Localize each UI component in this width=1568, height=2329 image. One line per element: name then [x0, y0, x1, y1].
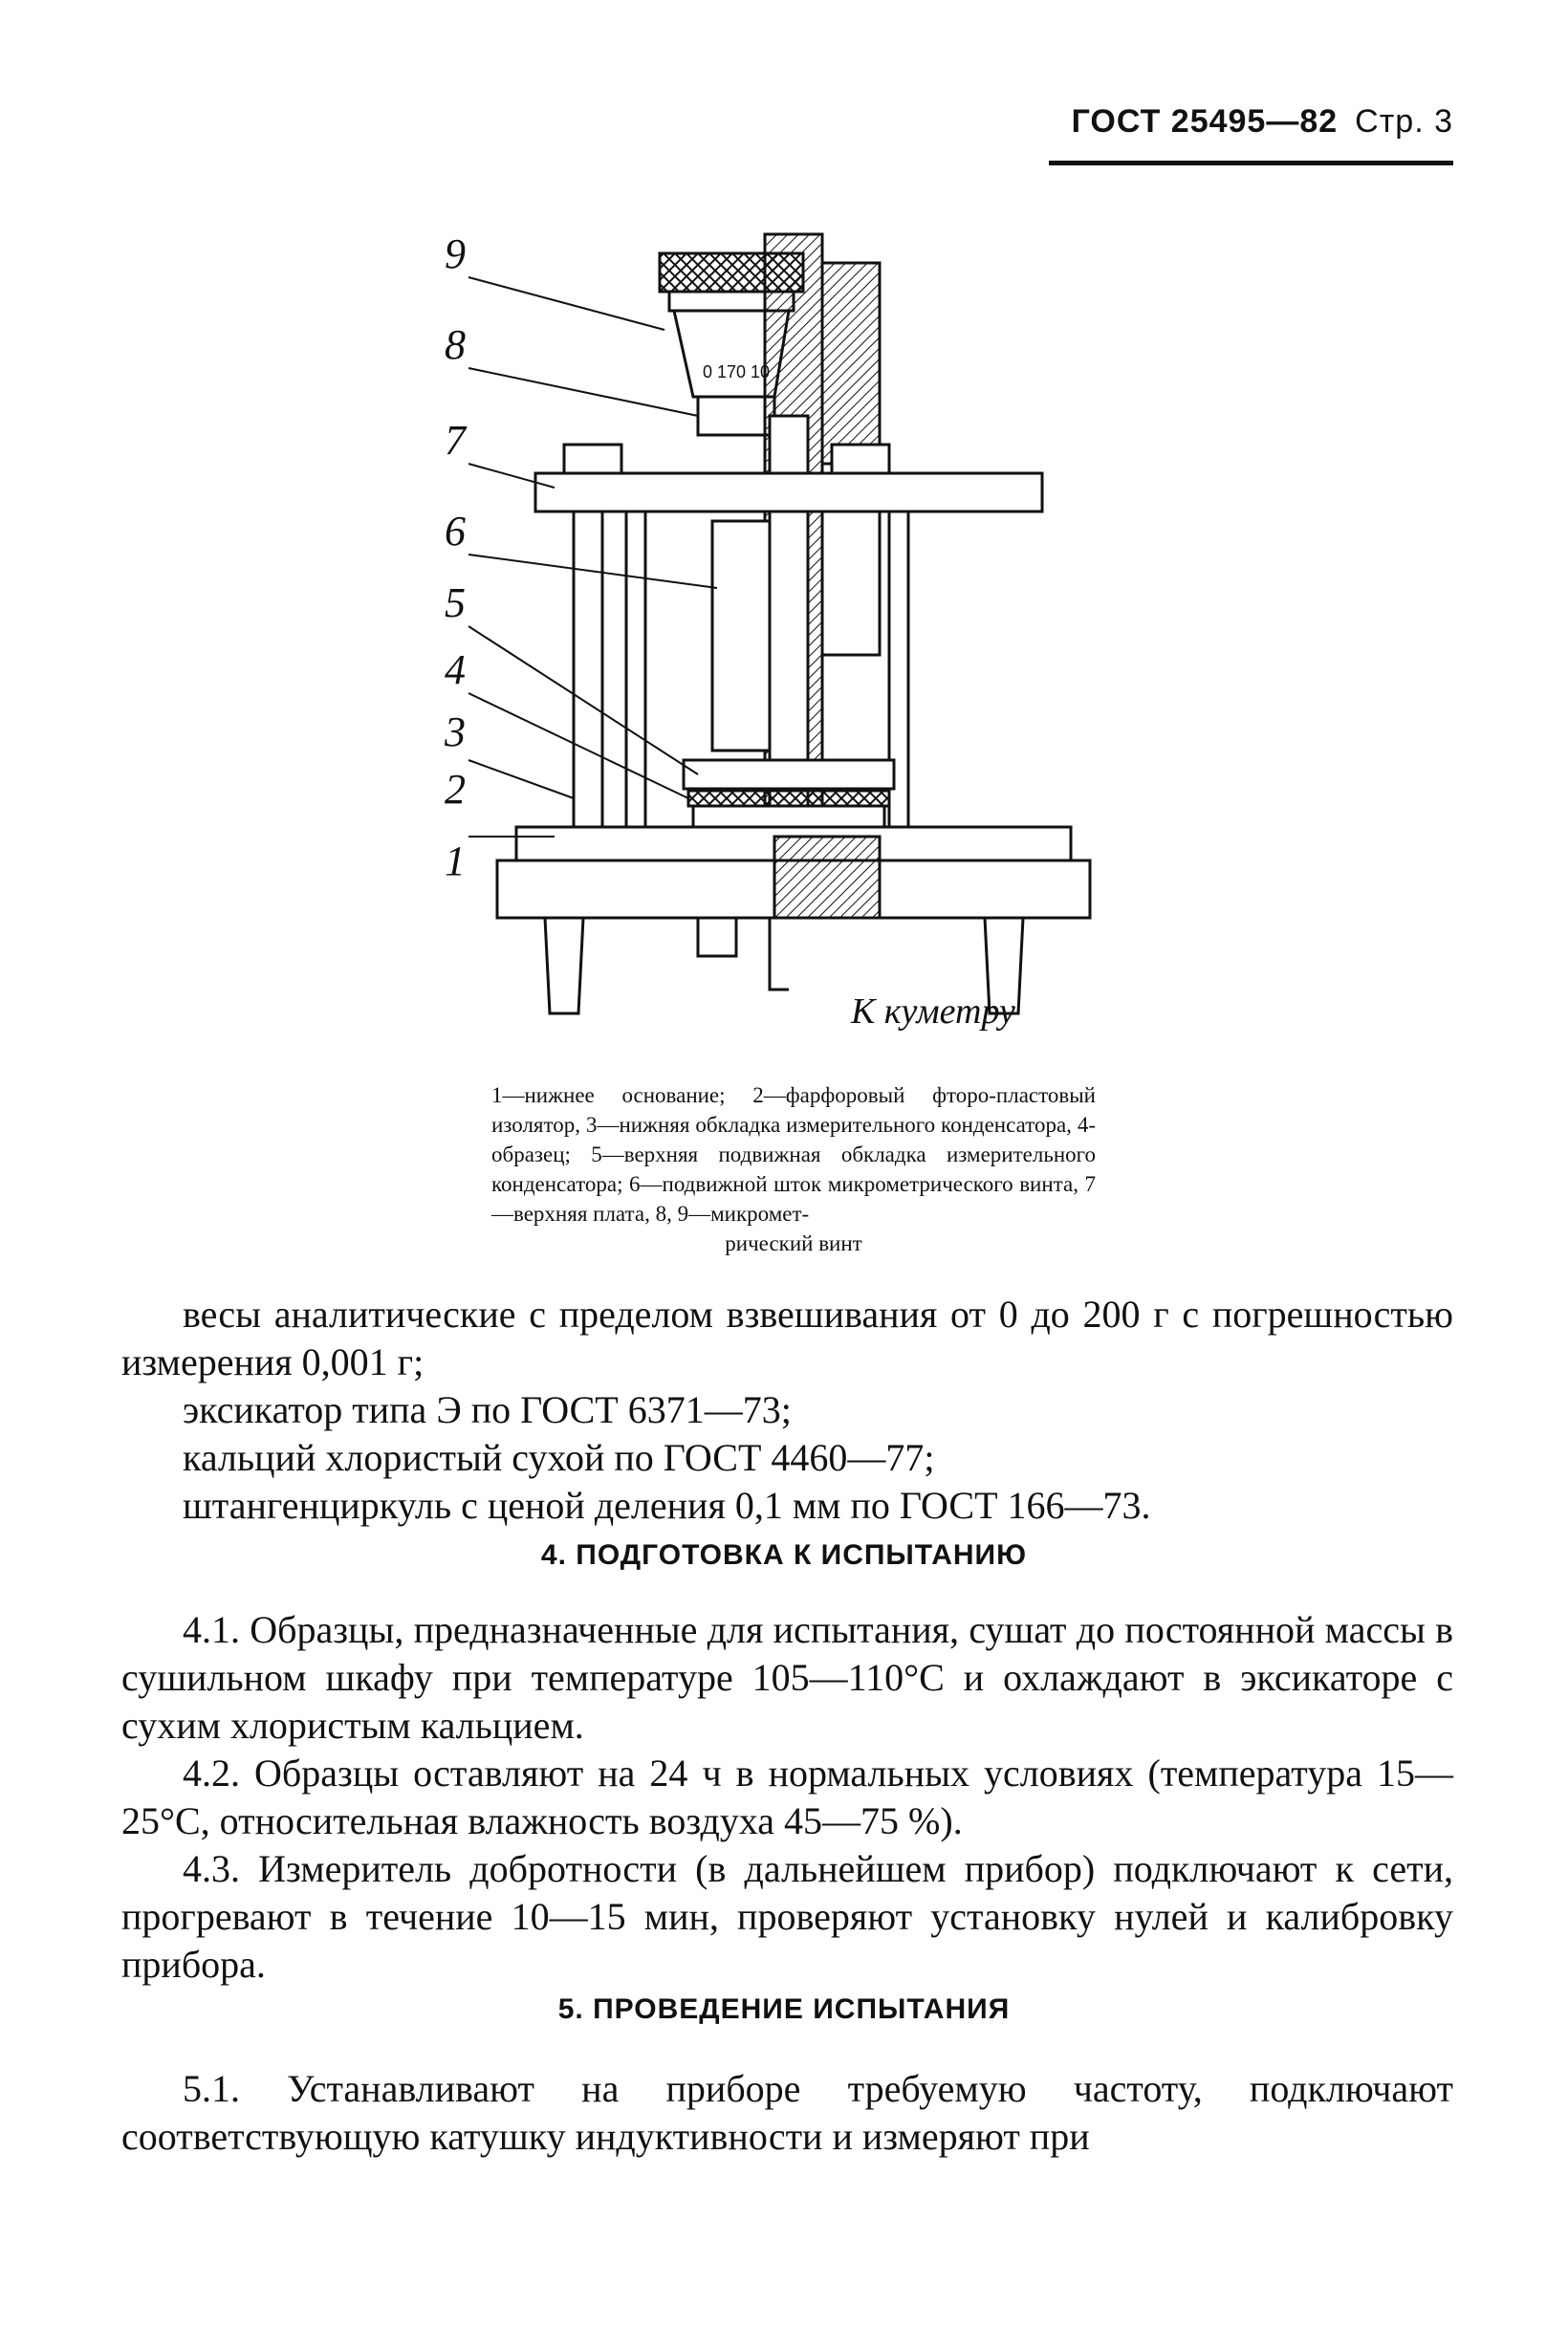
page-number: Стр. 3	[1355, 103, 1453, 140]
paragraph: 4.1. Образцы, предназначенные для испытания, сушат до постоянной массы в сушильном шкафу при температуре 105—110°С и охлаждают в эксикаторе с сухим хлористым кальцием.	[121, 1608, 1453, 1747]
figure-label: 7	[445, 417, 466, 464]
figure-label: 6	[445, 508, 466, 555]
caption-text-end: рический винт	[725, 1231, 862, 1255]
caption-text: 1—нижнее основание; 2—фарфоровый фторо-пластовый изолятор, 3—нижняя обкладка измерительного конденсатора, 4-образец; 5—верхняя подвижная обкладка измерительного конденсатора; 6—подвижной шток микрометрического винта, 7—верхняя плата, 8, 9—микромет-	[491, 1083, 1096, 1226]
figure-label: 2	[445, 766, 466, 813]
equipment-item: кальций хлористый сухой по ГОСТ 4460—77;	[183, 1436, 935, 1479]
page-header	[0, 103, 1453, 141]
equipment-item: весы аналитические с пределом взвешивания от 0 до 200 г с погрешностью измерения 0,001 г;	[121, 1293, 1453, 1383]
figure-label: 3	[445, 708, 466, 755]
equipment-list	[121, 1291, 1453, 1530]
header-rule	[1049, 161, 1453, 165]
micrometer-dial-text: 0 170 10	[703, 362, 771, 381]
figure-caption	[491, 1080, 1096, 1258]
figure-label: 5	[445, 579, 466, 626]
figure-label: 4	[445, 646, 466, 693]
equipment-item: штангенциркуль с ценой деления 0,1 мм по ГОСТ 166—73.	[183, 1484, 1151, 1527]
paragraph: 4.2. Образцы оставляют на 24 ч в нормальных условиях (температура 15—25°С, относительная влажность воздуха 45—75 %).	[121, 1752, 1453, 1842]
equipment-item: эксикатор типа Э по ГОСТ 6371—73;	[183, 1388, 792, 1431]
section-4-title: 4. ПОДГОТОВКА К ИСПЫТАНИЮ	[540, 1539, 1028, 1571]
standard-number: ГОСТ 25495—82	[1071, 103, 1339, 140]
section-5-body	[121, 2065, 1453, 2161]
apparatus-drawing	[440, 225, 1128, 1047]
figure-label: 9	[445, 230, 466, 277]
section-5-title: 5. ПРОВЕДЕНИЕ ИСПЫТАНИЯ	[557, 1993, 1011, 2025]
connector-label: К куметру	[851, 991, 1015, 1032]
paragraph: 5.1. Устанавливают на приборе требуемую частоту, подключают соответствующую катушку индуктивности и измеряют при	[121, 2067, 1453, 2158]
section-4-body	[121, 1606, 1453, 1989]
figure-label: 8	[445, 321, 466, 368]
figure-label: 1	[445, 838, 466, 884]
paragraph: 4.3. Измеритель добротности (в дальнейшем прибор) подключают к сети, прогревают в течение 10—15 мин, проверяют установку нулей и калибровку прибора.	[121, 1847, 1453, 1986]
